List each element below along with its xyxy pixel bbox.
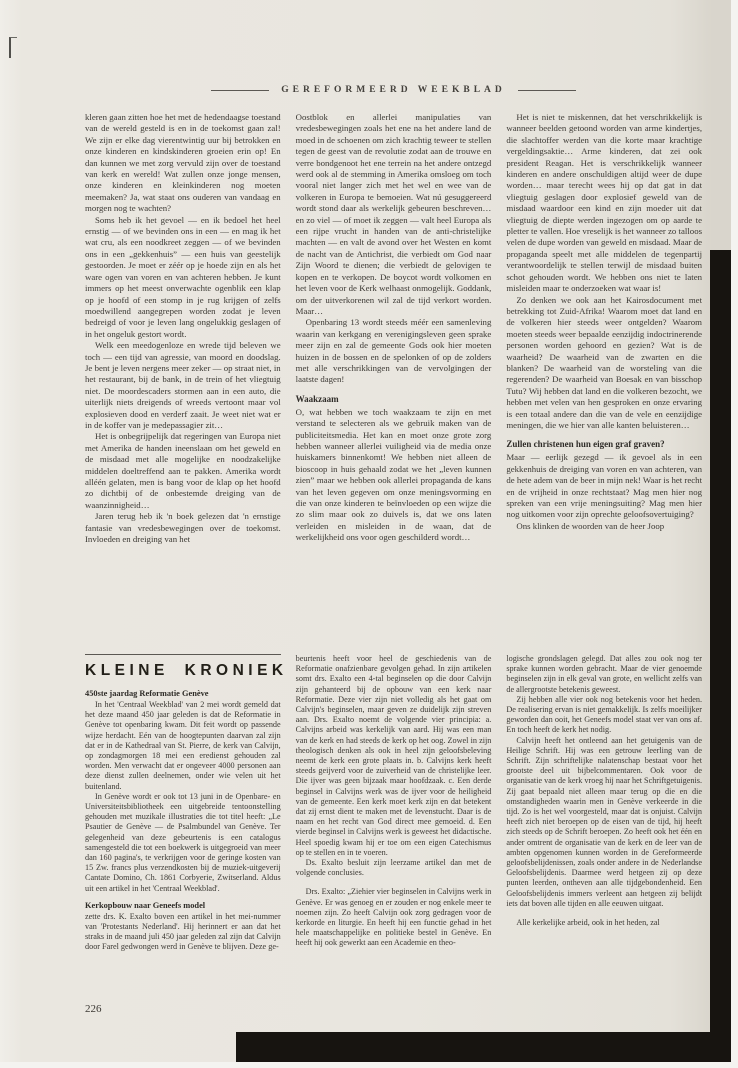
paragraph: Jaren terug heb ik 'n boek gelezen dat 'n ernstige fantasie van vredesbewegingen over de toekomst. Invloeden en dreiging van het xyxy=(85,511,281,545)
scan-edge-right xyxy=(731,0,738,1068)
kroniek-title: KLEINE KRONIEK xyxy=(85,654,281,680)
paragraph: Welk een meedogenloze en wrede tijd beleven we toch — een tijd van agressie, van moord en doodslag. Je bent je leven nergens meer zeker — op straat niet, in het restaurant, bij de bank, in de trein of het vliegtuig niet. De moordescaders stormen aan in een auto, die uiterlijk niets dreigends of wreeds vertoont maar vol explosieven dood en verderf zaait. Je weet niet wat er in de koffer van je medepassagier zit… xyxy=(85,340,281,430)
paragraph: logische grondslagen gelegd. Dat alles zou ook nog ter sprake kunnen worden gebracht. Maar de vier genoemde beginselen zijn in elk geval van grote, en wellicht zelfs van de allergrootste betekenis geweest. xyxy=(506,654,702,694)
scan-shadow-right xyxy=(710,250,731,1062)
paragraph: Zij hebben alle vier ook nog betekenis voor het heden. De realisering ervan is niet gemakkelijk. Is zelfs moeilijker geworden dan ooit, het Geneefs model staat ver van ons af. En toch heeft de kerk het nodig. xyxy=(506,694,702,735)
masthead xyxy=(85,84,702,96)
kroniek-column-3 xyxy=(506,654,702,1006)
article-column-3 xyxy=(506,112,702,642)
scan-edge-bottom xyxy=(0,1062,738,1068)
paragraph: Het is niet te miskennen, dat het verschrikkelijk is wanneer beelden getoond worden van arme kindertjes, die slachtoffer werden van die korte maar krachtige vergeldingsaktie… Arme kinderen, dat zei ook president Reagan. Het is verschrikkelijk wanneer kinderen en andere onschuldigen altijd weer de dupe worden… maar terecht wees hij op dat gat in dat vliegtuig geslagen door explosief geweld van de misdaad waardoor een kind en zijn moeder uit dat vliegtuig de diepte werden ingezogen om op aarde te pletter te vallen. Hoe vreselijk is het wanneer zo talloos velen de dupe worden van geweld en misdaad. Maar de propaganda speelt met alle middelen de tegenpartij verantwoordelijk te stellen terwijl de misdaad buiten schot gehouden wordt. We hebben ons niet te laten misleiden maar te onderzoeken wat waar is! xyxy=(506,112,702,294)
kroniek-heading-kerkopbouw: Kerkopbouw naar Geneefs model xyxy=(85,900,206,910)
paragraph: Calvijn heeft het ontleend aan het getuigenis van de Heilige Schrift. Hij was een getrouw leerling van de Schrift. Zijn schriftelijke nalatenschap bestaat voor het grootste deel uit bijbelcommentaren. Ook voor de organisatie van de kerk vroeg hij naar het Schriftgetuigenis. Zij gaat bepaald niet alleen maar terug op die en die omstandigheden waarin men in Genève verkeerde in die tijd. Zo is het wel voorgesteld, maar dat is onjuist. Calvijn heeft zich niet beroepen op de eisen van de tijd, hij heeft zich steeds op de Schrift beroepen. Zo heeft ook het één en ander omtrent de organisatie van de kerk en de leer van de ambten opgenomen kunnen worden in de Gereformeerde geloofsbelijdenissen, zoals onder andere in de Nederlandse Geloofsbelijdenis. Daarmee werd hetgeen zij op deze punten leerden, ontheven aan alle tijdgebondenheid. Een Geloofsbelijdenis immers verleent aan hetgeen zij belijdt iets dat boven alle tijden en alle eeuwen uitgaat. xyxy=(506,735,702,908)
paragraph: zette drs. K. Exalto boven een artikel in het mei-nummer van 'Protestants Nederland'. Hij herinnert er aan dat het straks in de maand juli 450 jaar geleden zal zijn dat Calvijn door Farel gedwongen werd in Genève te blijven. Deze ge- xyxy=(85,911,281,952)
page-number: 226 xyxy=(85,1003,102,1015)
paragraph: O, wat hebben we toch waakzaam te zijn en met verstand te selecteren als we gebruik maken van de publiciteitsmedia. Het kan en moet onze grote zorg hebben wanneer allerlei vuiligheid via de media onze huiskamers binnenkomt! We hebben niet alleen de bioscoop in huis gehaald zodat we het „leven kunnen zien” maar we hebben ook allerlei propaganda de kans van het leven gegeven om onze meningsvorming en die van onze kinderen te beïnvloeden op een wijze die zo slim maar ook zo duivels is, dat we ons laten verleiden en misleiden in de waan, dat de werkelijkheid ons voor ogen geschilderd wordt… xyxy=(295,406,492,543)
paragraph: beurtenis heeft voor heel de geschiedenis van de Reformatie onafzienbare gevolgen gehad. In zijn artikelen somt drs. Exalto een 4-tal beginselen op die door Calvijn zijn gehanteerd bij de opbouw van een kerk naar Reformatie. Deze vier zijn niet volledig als het gaat om Calvijn's beginselen, maar geven ze duidelijk zijn streven aan. Drs. Exalto noemt de volgende vier principia: a. Calvijns arbeid was kerkelijk van aard. Hij was een man van de kerk en had steeds de kerk op het oog. Zowel in zijn theologisch denken als ook in heel zijn geloofsbeleving neemt de kerk een grote plaats in. b. Calvijns kerk heeft steeds geijverd voor de zuiverheid van de christelijke leer. Die ijver was geen bijzaak maar hoofdzaak. c. Een derde beginsel in Calvijns werk was de ijver voor de heiligheid van de gemeente. Een kerk moet kerk zijn en dat betekent dat zij ernst dient te maken met de levenstucht. Daar is de naam en het recht van God direct mee gemoeid. d. Een vierde beginsel in Calvijns werk is geweest het didactische. Heel spoedig kwam hij er toe om een eigen Catechismus op te stellen en in te voeren. xyxy=(295,654,492,857)
kroniek-heading-reformatie-geneve: 450ste jaardag Reformatie Genève xyxy=(85,689,209,698)
paragraph: Alle kerkelijke arbeid, ook in het heden, zal xyxy=(516,918,660,928)
masthead-rule-left xyxy=(211,90,269,91)
section-heading-waakzaam: Waakzaam xyxy=(295,393,339,404)
paragraph: Openbaring 13 wordt steeds méér een samenleving waarin van kerkgang en verenigingsleven geen sprake meer zijn en zal de gemeente Gods ook hier moeten huizen in de bossen en de spelonken of op de zolders met alle verschrikkingen van de vervolgingen der laatste dagen! xyxy=(295,317,492,385)
article-top-section xyxy=(85,112,702,642)
paragraph: In Genève wordt er ook tot 13 juni in de Openbare- en Universiteitsbibliotheek een uitgebreide tentoonstelling gehouden met muzikale illustraties die tot titel heeft: „Le Psautier de Genève — de Psalmbundel van Genève. Ter gelegenheid van deze gebeurtenis is een catalogus samengesteld die tot een boekwerk is uitgegroeid van meer dan 160 pagina's, te verkrijgen voor de geringe kosten van 15 Zw. francs plus verzendkosten bij de muziek-uitgeverij Cantate Domino, Ch. 1861 Corbyerie, Zwitserland. Aldus uit een artikel in het 'Centraal Weekblad'. xyxy=(85,791,281,893)
paragraph: kleren gaan zitten hoe het met de hedendaagse toestand van de wereld gesteld is en in de toekomst gaan zal! We zijn er elke dag vierentwintig uur bij betrokken en onze kinderen en kindskinderen groeien erin op! En dan kunnen we met zorg vervuld zijn over de toestand van kerk en wereld! Wat zullen onze jonge mensen, onze kinderen en kleinkinderen nog moeten meemaken? Ja, wat staat ons ouderen van vandaag en morgen nog te wachten? xyxy=(85,112,281,214)
paragraph: Soms heb ik het gevoel — en ik bedoel het heel ernstig — of we bevinden ons in een — en mag ik het wat cru, als een noodkreet zeggen — of we bevinden ons in een „gekkenhuis” — een huis van geestelijk gestoorden. Je moet er zéér op je hoede zijn en als het ware ogen van voren en van achteren hebben. Je kunt immers op het meest onverwachte ogenblik een klap op je hoofd of een stomp in je rug krijgen of zelfs moedwillend aangegrepen worden zodat je leven bedreigd of voor je leven lang ongelukkig geslagen of in het ongeluk gestort wordt. xyxy=(85,214,281,339)
kroniek-columns xyxy=(85,654,702,1006)
paragraph: Zo denken we ook aan het Kairosdocument met betrekking tot Zuid-Afrika! Waarom moet dat land en de volkeren hier steeds weer ontgelden? Waarom moeten steeds weer bepaalde eenzijdig indoctrinerende personen worden gehoord en gezien? Wat is de waarheid? De waarheid van de zwarten en die blanken? De waarheid van de worsteling van die regerenden? De waarheid van Boesak en van bisschop Tutu? Wij hebben dat land en die volkeren bezocht, we hebben met velen van hen gesproken en onze ervaring is een totaal andere dan die van de vele en eenzijdige meningen, die we hier van alle kanten beluisteren… xyxy=(506,294,702,430)
kleine-kroniek-section xyxy=(85,654,702,1006)
kroniek-column-2 xyxy=(296,654,492,1006)
article-column-1 xyxy=(85,112,281,642)
masthead-rule-right xyxy=(518,90,576,91)
paragraph: Oostblok en allerlei manipulaties van vredesbewegingen zoals het ene na het andere land de moed in de schoenen om zich krachtig teweer te stellen tegen de geest van de revolutie zodat aan de trouwe en verre bondgenoot het ene terrein na het andere ontzegd werd ook al de stemming in Amerika omsloeg om toch vooral niet langer zich met het wel en wee van de volkeren in Europa te bemoeien. Wat nú gesuggereerd wordt stond daar als werkelijk gebeuren beschreven… en zo viel — of moet ik zeggen — valt heel Europa als een rijpe vrucht in handen van de anti-christelijke machten — en valt de avond over het Westen en komt de nacht van de Antichrist, die verbiedt om God naar Zijn Woord te dienen; die verbiedt de gelovigen te kopen en te verkopen. De boycot wordt volkomen en het leven voor de Kerk welhaast onmogelijk. Goddank, om der uitverkorenen wil zal de tijd verkort worden. Maar… xyxy=(295,112,492,316)
paragraph: Ons klinken de woorden van de heer Joop xyxy=(516,520,665,531)
paragraph: Het is onbegrijpelijk dat regeringen van Europa niet met Amerika de handen ineenslaan om het geweld en de misdaad met alle mogelijke en noodzakelijke middelen doeltreffend aan te pakken. Amerika wordt alléén gelaten, men is bang voor de klap op het hoofd zo dichtbij of de onbestemde dreiging van de waanzinnigheid… xyxy=(85,431,281,510)
page-header-title: GEREFORMEERD WEEKBLAD xyxy=(281,85,506,95)
section-heading-eigen-graf: Zullen christenen hun eigen graf graven? xyxy=(506,439,665,450)
page-content xyxy=(85,84,702,1006)
scan-shadow-bottom xyxy=(236,1032,731,1062)
paragraph: Drs. Exalto: „Ziehier vier beginselen in Calvijns werk in Genève. Er was genoeg en er zouden er nog enkele meer te noemen zijn. Zo heeft Calvijn ook zorg gedragen voor de kerkorde en liturgie. En heeft hij een functie gehad in het hele maatschappelijke en politieke bestel in Genève. En heeft hij ook gewerkt aan een Academie en theo- xyxy=(295,887,492,948)
paragraph: Ds. Exalto besluit zijn leerzame artikel dan met de volgende conclusies. xyxy=(295,858,492,878)
article-column-2 xyxy=(296,112,492,642)
kroniek-column-1 xyxy=(85,654,288,1006)
scan-corner-mark xyxy=(9,37,17,58)
paragraph: In het 'Centraal Weekblad' van 2 mei wordt gemeld dat het deze maand 450 jaar geleden is dat de Reformatie in Genève tot openbaring kwam. Dit feit wordt op passende wijze herdacht. Eén van de hoogtepunten daarvan zal zijn dat er in de Kathedraal van St. Pierre, de kerk van Calvijn, op zondagmorgen 18 mei een eredienst gehouden zal worden. Men verwacht dat er ongeveer 4000 personen aan deze dienst zullen deelnemen, onder wie velen uit het buitenland. xyxy=(85,700,281,791)
paragraph: Maar — eerlijk gezegd — ik gevoel als in een gekkenhuis de dreiging van voren en van achteren, van de hete adem van de beer in mijn nek! Waar is het recht en de vrijheid in onze rechtstaat? Mag men hier nog spreken van een vrije meningsuiting? Mag men hier nog uitkomen voor zijn oprechte geloofsovertuiging? xyxy=(506,452,702,520)
